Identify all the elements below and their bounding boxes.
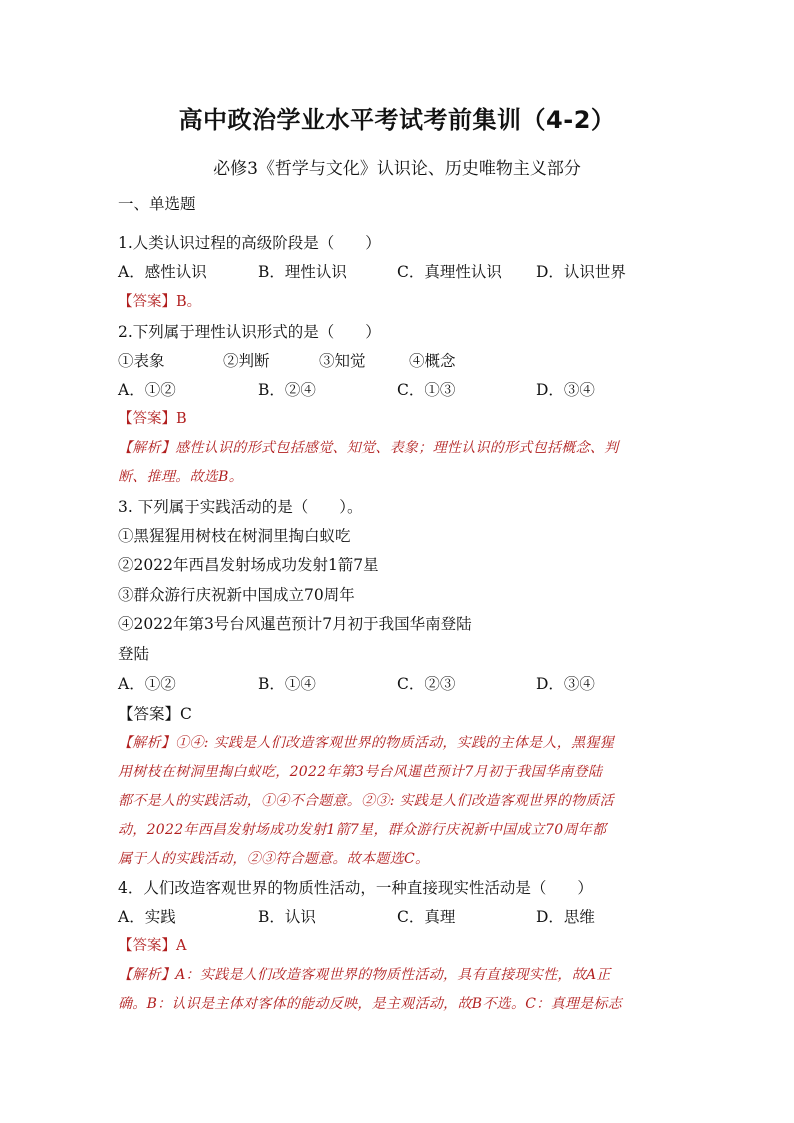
question-2-choice-3: ③知觉 xyxy=(319,352,366,370)
question-4-option-d: D．思维 xyxy=(536,908,595,926)
question-2-option-b: B．②④ xyxy=(258,381,316,399)
question-2-choice-4: ④概念 xyxy=(409,352,456,370)
question-2-choice-1: ①表象 xyxy=(118,352,165,370)
question-1-option-c: C．真理性认识 xyxy=(397,263,502,281)
question-2-analysis-line: 断、推理。故选B。 xyxy=(118,469,243,485)
question-3-statement-4: ④2022年第3号台风暹芭预计7月初于我国华南登陆 xyxy=(118,615,472,633)
question-3-statement-wrap: 登陆 xyxy=(118,645,150,663)
question-3-stem: 3. 下列属于实践活动的是（ ）。 xyxy=(118,498,363,516)
page-subtitle: 必修3《哲学与文化》认识论、历史唯物主义部分 xyxy=(213,159,581,179)
question-1-option-b: B．理性认识 xyxy=(258,263,347,281)
question-3-analysis-line: 【解析】①④: 实践是人们改造客观世界的物质活动，实践的主体是人，黑猩猩 xyxy=(118,735,614,751)
question-3-option-d: D．③④ xyxy=(536,675,595,693)
question-1-stem: 1.人类认识过程的高级阶段是（ ） xyxy=(118,234,381,252)
question-3-statement-1: ①黑猩猩用树枝在树洞里掏白蚁吃 xyxy=(118,527,351,545)
question-4-option-c: C．真理 xyxy=(397,908,456,926)
question-3-statement-2: ②2022年西昌发射场成功发射1箭7星 xyxy=(118,556,379,574)
question-4-stem: 4．人们改造客观世界的物质性活动，一种直接现实性活动是（ ） xyxy=(118,879,593,897)
question-1-option-a: A．感性认识 xyxy=(118,263,207,281)
section-heading: 一、单选题 xyxy=(118,195,196,213)
question-1-option-d: D．认识世界 xyxy=(536,263,626,281)
question-4-option-b: B．认识 xyxy=(258,908,316,926)
question-2-option-c: C．①③ xyxy=(397,381,456,399)
question-3-option-c: C．②③ xyxy=(397,675,456,693)
question-2-choice-2: ②判断 xyxy=(223,352,270,370)
question-3-analysis-line: 都不是人的实践活动，①④不合题意。②③: 实践是人们改造客观世界的物质活 xyxy=(118,793,614,809)
question-3-answer: 【答案】C xyxy=(118,705,192,723)
question-3-option-a: A．①② xyxy=(118,675,176,693)
question-4-answer: 【答案】A xyxy=(118,938,187,954)
question-2-analysis-line: 【解析】感性认识的形式包括感觉、知觉、表象；理性认识的形式包括概念、判 xyxy=(118,440,619,456)
question-3-analysis-line: 属于人的实践活动，②③符合题意。故本题选C。 xyxy=(118,851,430,867)
question-3-statement-3: ③群众游行庆祝新中国成立70周年 xyxy=(118,586,355,604)
question-3-analysis-line: 用树枝在树洞里掏白蚁吃，2022年第3号台风暹芭预计7月初于我国华南登陆 xyxy=(118,764,603,780)
question-2-option-d: D．③④ xyxy=(536,381,595,399)
question-4-analysis-line: 确。B：认识是主体对客体的能动反映，是主观活动，故B不选。C：真理是标志 xyxy=(118,996,623,1012)
question-1-answer: 【答案】B。 xyxy=(118,294,202,310)
page-title: 高中政治学业水平考试考前集训（4-2） xyxy=(178,106,616,134)
question-3-analysis-line: 动，2022年西昌发射场成功发射1箭7星，群众游行庆祝新中国成立70周年都 xyxy=(118,822,607,838)
question-4-analysis-line: 【解析】A：实践是人们改造客观世界的物质性活动，具有直接现实性，故A正 xyxy=(118,967,611,983)
question-4-option-a: A．实践 xyxy=(118,908,176,926)
question-3-option-b: B．①④ xyxy=(258,675,316,693)
question-2-option-a: A．①② xyxy=(118,381,176,399)
question-2-answer: 【答案】B xyxy=(118,411,187,427)
question-2-stem: 2.下列属于理性认识形式的是（ ） xyxy=(118,323,381,341)
